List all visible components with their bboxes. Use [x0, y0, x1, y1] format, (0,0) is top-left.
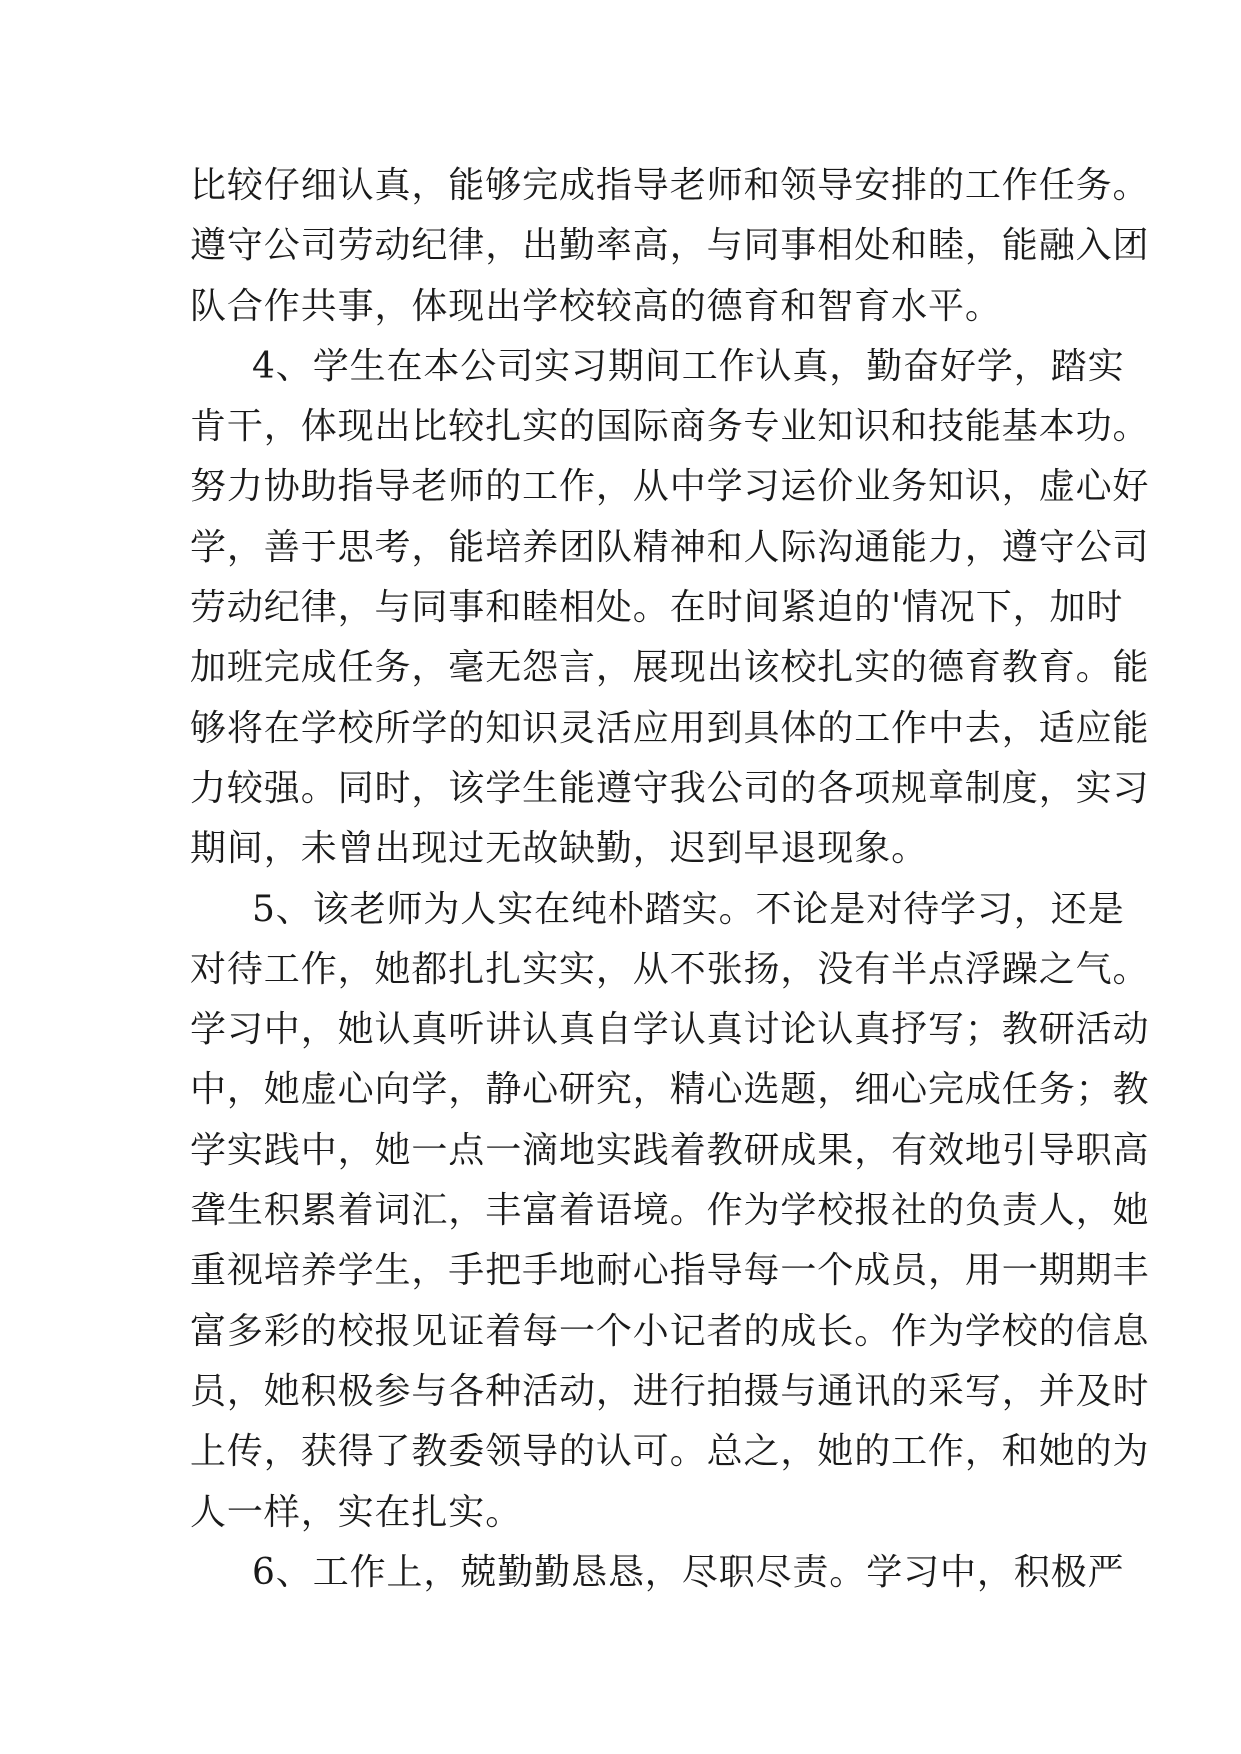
paragraph-6: [190, 1543, 1125, 1603]
text-line: 聋生积累着词汇，丰富着语境。作为学校报社的负责人，她: [190, 1190, 1150, 1232]
text-line: 人一样，实在扎实。: [190, 1491, 523, 1533]
text-line: 6、工作上，兢勤勤恳恳，尽职尽责。学习中，积极严: [252, 1551, 1125, 1593]
text-line: 力较强。同时，该学生能遵守我公司的各项规章制度，实习: [190, 767, 1150, 809]
text-line: 学实践中，她一点一滴地实践着教研成果，有效地引导职高: [190, 1129, 1150, 1171]
paragraph-4: [190, 337, 1150, 880]
text-line: 5、该老师为人实在纯朴踏实。不论是对待学习，还是: [252, 888, 1125, 930]
text-line: 劳动纪律，与同事和睦相处。在时间紧迫的'情况下，加时: [190, 587, 1124, 629]
text-line: 遵守公司劳动纪律，出勤率高，与同事相处和睦，能融入团: [190, 225, 1150, 267]
text-line: 加班完成任务，毫无怨言，展现出该校扎实的德育教育。能: [190, 647, 1150, 689]
text-line: 比较仔细认真，能够完成指导老师和领导安排的工作任务。: [190, 165, 1150, 206]
text-line: 中，她虚心向学，静心研究，精心选题，细心完成任务；教: [190, 1069, 1150, 1111]
text-line: 够将在学校所学的知识灵活应用到具体的工作中去，适应能: [190, 707, 1150, 749]
text-line: 对待工作，她都扎扎实实，从不张扬，没有半点浮躁之气。: [190, 948, 1150, 990]
text-line: 学，善于思考，能培养团队精神和人际沟通能力，遵守公司: [190, 526, 1150, 568]
paragraph-continued: [190, 156, 1150, 337]
document-body: [190, 156, 1150, 1603]
text-line: 队合作共事，体现出学校较高的德育和智育水平。: [190, 285, 1002, 327]
text-line: 肯干，体现出比较扎实的国际商务专业知识和技能基本功。: [190, 406, 1150, 448]
text-line: 4、学生在本公司实习期间工作认真，勤奋好学，踏实: [252, 345, 1125, 387]
paragraph-5: [190, 880, 1150, 1543]
text-line: 学习中，她认真听讲认真自学认真讨论认真抒写；教研活动: [190, 1009, 1150, 1051]
text-line: 努力协助指导老师的工作，从中学习运价业务知识，虚心好: [190, 466, 1150, 508]
text-line: 期间，未曾出现过无故缺勤，迟到早退现象。: [190, 828, 929, 870]
text-line: 富多彩的校报见证着每一个小记者的成长。作为学校的信息: [190, 1310, 1150, 1352]
text-line: 员，她积极参与各种活动，进行拍摄与通讯的采写，并及时: [190, 1370, 1150, 1412]
text-line: 重视培养学生，手把手地耐心指导每一个成员，用一期期丰: [190, 1250, 1150, 1292]
text-line: 上传，获得了教委领导的认可。总之，她的工作，和她的为: [190, 1431, 1150, 1473]
